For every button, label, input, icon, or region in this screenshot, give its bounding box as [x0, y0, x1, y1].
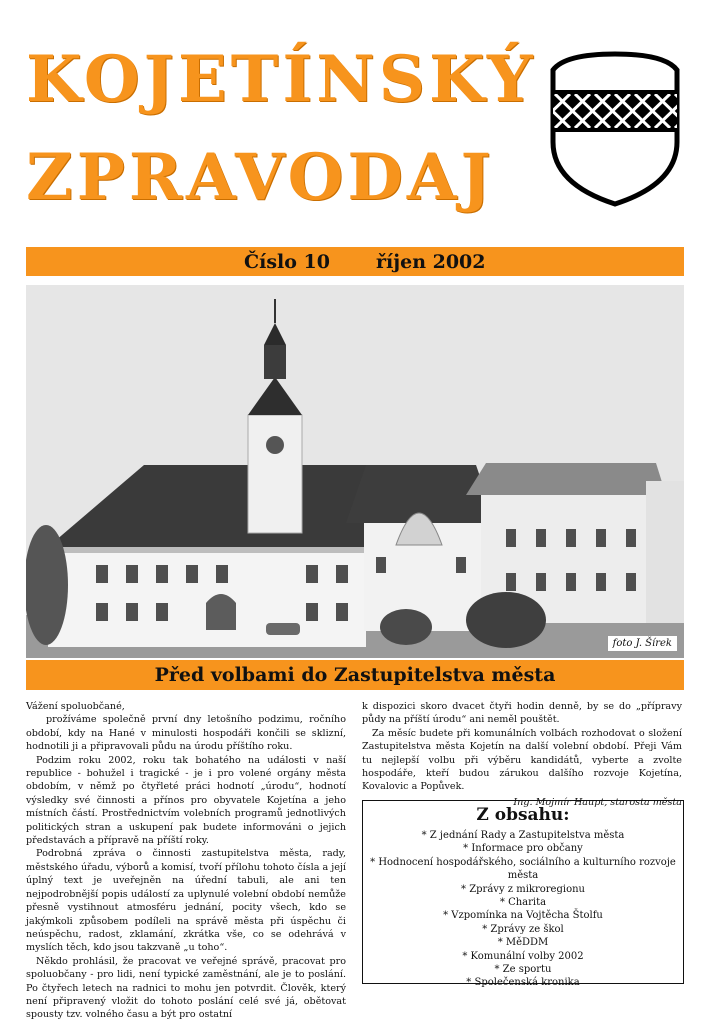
article-greeting: Vážení spoluobčané, [26, 701, 125, 712]
article-paragraph: Někdo prohlásil, že pracovat ve veřejné správě, pracovat pro spoluobčany - pro lidi, není typické zaměstnání, ale je to poslání. Po čtyřech letech na radnici to mohu jen potvrdit. Člověk, který není připravený vložit do tohoto poslání celé své já, obětovat spousty tzv. volného času a být pro ostatní [26, 955, 346, 1021]
article-continuation: k dispozici skoro dvacet čtyři hodin denně, by se do „přípravy půdy na příští úrodu“ ani neměl pouštět. [362, 701, 682, 726]
article-column-left [26, 700, 346, 1022]
contents-item: * Vzpomínka na Vojtěcha Štolfu [443, 910, 603, 922]
article-column-right [362, 700, 682, 809]
masthead-title-line1: KOJETÍNSKÝ [26, 42, 537, 117]
headline-bar [26, 660, 684, 690]
masthead-title-line2: ZPRAVODAJ [26, 140, 495, 215]
contents-item: * Charita [499, 897, 547, 909]
issue-date: říjen 2002 [376, 251, 486, 273]
contents-item: * Hodnocení hospodářského, sociálního a kulturního rozvoje města [370, 856, 676, 882]
article-headline: Před volbami do Zastupitelstva města [154, 664, 556, 686]
article-paragraph: Podrobná zpráva o činnosti zastupitelstva města, rady, městského úřadu, výborů a komisí, tvoří přílohu tohoto čísla a její úplný text je uveřejněn na úřední tabuli, ale ani ten nejpodrobnější popis událostí za uplynulé volební období nemůže přesně vystihnout atmosféru jednání, pocity všech, kdo se jakýmkoli způsobem podíleli na správě města při úspěchu či neúspěchu, radost, zklamání, zkrátka vše, co se odehrává v myslích těch, kdo jsou takzvaně „u toho“. [26, 848, 346, 954]
article-paragraph: prožíváme společně první dny letošního podzimu, ročního období, kdy na Hané v minulosti hospodáři končili se sklizní, hodnotili ji a připravovali půdu na úrodu příštího roku. [26, 714, 346, 753]
contents-list [363, 829, 683, 990]
article-signature: Ing. Mojmír Haupt, starosta města [513, 796, 682, 808]
contents-heading: Z obsahu: [476, 805, 570, 825]
contents-item: * Zprávy ze škol [482, 923, 564, 935]
town-hall-photo [26, 285, 684, 658]
contents-item: * MěDDM [497, 937, 549, 949]
contents-item: * Zprávy z mikroregionu [461, 883, 585, 895]
contents-item: * Informace pro občany [463, 843, 583, 855]
issue-bar [26, 247, 684, 276]
contents-item: * Komunální volby 2002 [462, 950, 584, 962]
contents-box [362, 800, 684, 989]
contents-item: * Společenská kronika [466, 977, 580, 989]
photo-credit: foto J. Šírek [607, 635, 678, 652]
contents-item: * Ze sportu [494, 964, 552, 976]
article-paragraph: Za měsíc budete při komunálních volbách rozhodovat o složení Zastupitelstva města Kojetín na další volební období. Přeji Vám tu nejlepší volbu při výběru kandidátů, vyberte a zvolte hospodáře, kteří budou zárukou dalšího rozvoje Kojetína, Kovalovic a Popůvek. [362, 727, 682, 793]
contents-item: * Z jednání Rady a Zastupitelstva města [421, 830, 625, 841]
town-crest-icon [545, 50, 685, 208]
article-paragraph: Podzim roku 2002, roku tak bohatého na události v naší republice - bohužel i tragické - je i pro volené orgány města obdobím, v němž po čtyřleté práci hodnotí „úrodu“, hodnotí výsledky své činnosti a přínos pro obyvatele Kojetína a jeho místních částí. Prostřednictvím volebních programů jednotlivých politických stran a uskupení pak budete informováni o jejich představách a přípravě na příští roky. [26, 754, 346, 847]
issue-number: Číslo 10 [244, 251, 330, 273]
